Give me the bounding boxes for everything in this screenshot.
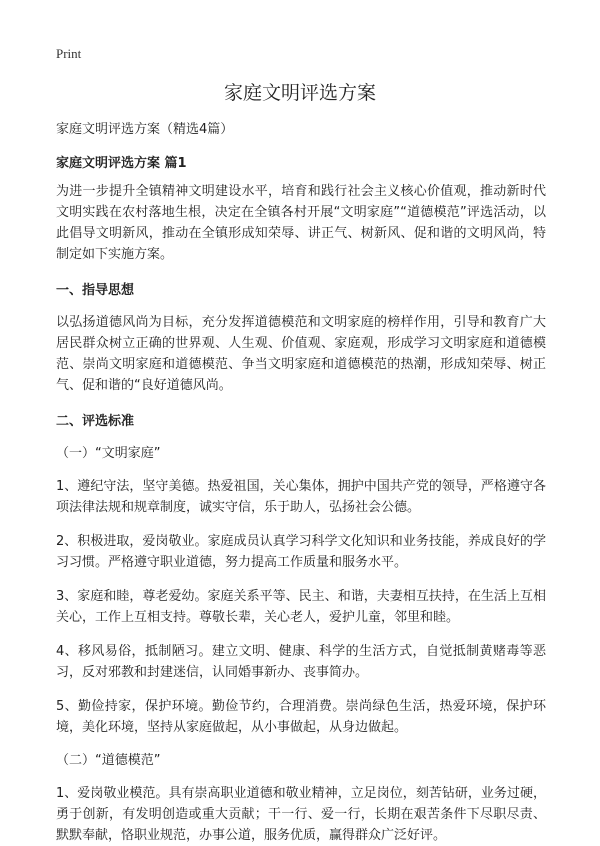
criteria-item: 4、移风易俗，抵制陋习。建立文明、健康、科学的生活方式，自觉抵制黄赌毒等恶习，反对邪教和封建迷信，认同婚事新办、丧事简办。 bbox=[56, 644, 546, 680]
section-heading-criteria: 二、评选标准 bbox=[56, 414, 135, 429]
print-link[interactable]: Print bbox=[56, 46, 82, 61]
criteria-item: 3、家庭和睦，尊老爱幼。家庭关系平等、民主、和谐，夫妻相互扶持，在生活上互相关心，工作上互相支持。尊敬长辈，关心老人，爱护儿童，邻里和睦。 bbox=[56, 589, 546, 625]
article-heading: 家庭文明评选方案 篇1 bbox=[56, 156, 187, 171]
intro-paragraph: 为进一步提升全镇精神文明建设水平，培育和践行社会主义核心价值观，推动新时代文明实践在农村落地生根，决定在全镇各村开展“文明家庭”“道德模范”评选活动，以此倡导文明新风，推动在全镇形成知荣辱、讲正气、树新风、促和谐的文明风尚，特制定如下实施方案。 bbox=[56, 184, 546, 262]
article-body bbox=[56, 121, 546, 846]
criteria-item: 1、遵纪守法，坚守美德。热爱祖国，关心集体，拥护中国共产党的领导，严格遵守各项法律法规和规章制度，诚实守信，乐于助人，弘扬社会公德。 bbox=[56, 479, 546, 515]
criteria-item: 5、勤俭持家，保护环境。勤俭节约，合理消费。崇尚绿色生活，热爱环境，保护环境，美化环境，坚持从家庭做起，从小事做起，从身边做起。 bbox=[56, 699, 546, 735]
sub-heading-moral-model: （二）“道德模范” bbox=[56, 753, 161, 768]
sub-heading-civilized-family: （一）“文明家庭” bbox=[56, 446, 161, 461]
criteria-item: 1、爱岗敬业模范。具有崇高职业道德和敬业精神，立足岗位，刻苦钻研，业务过硬，勇于创新，有发明创造或重大贡献；干一行、爱一行，长期在艰苦条件下尽职尽责、默默奉献，恪职业规范，办事公道，服务优质，赢得群众广泛好评。 bbox=[56, 786, 546, 843]
section-heading-guiding: 一、指导思想 bbox=[56, 283, 135, 298]
guiding-paragraph: 以弘扬道德风尚为目标，充分发挥道德模范和文明家庭的榜样作用，引导和教育广大居民群众树立正确的世界观、人生观、价值观、家庭观，形成学习文明家庭和道德模范、崇尚文明家庭和道德模范、争当文明家庭和道德模范的热潮，形成知荣辱、树正气、促和谐的“良好道德风尚。 bbox=[56, 315, 546, 393]
article-subtitle: 家庭文明评选方案（精选4篇） bbox=[56, 122, 234, 137]
page-title: 家庭文明评选方案 bbox=[223, 82, 376, 104]
criteria-item: 2、积极进取，爱岗敬业。家庭成员认真学习科学文化知识和业务技能，养成良好的学习习惯。严格遵守职业道德，努力提高工作质量和服务水平。 bbox=[56, 534, 546, 570]
